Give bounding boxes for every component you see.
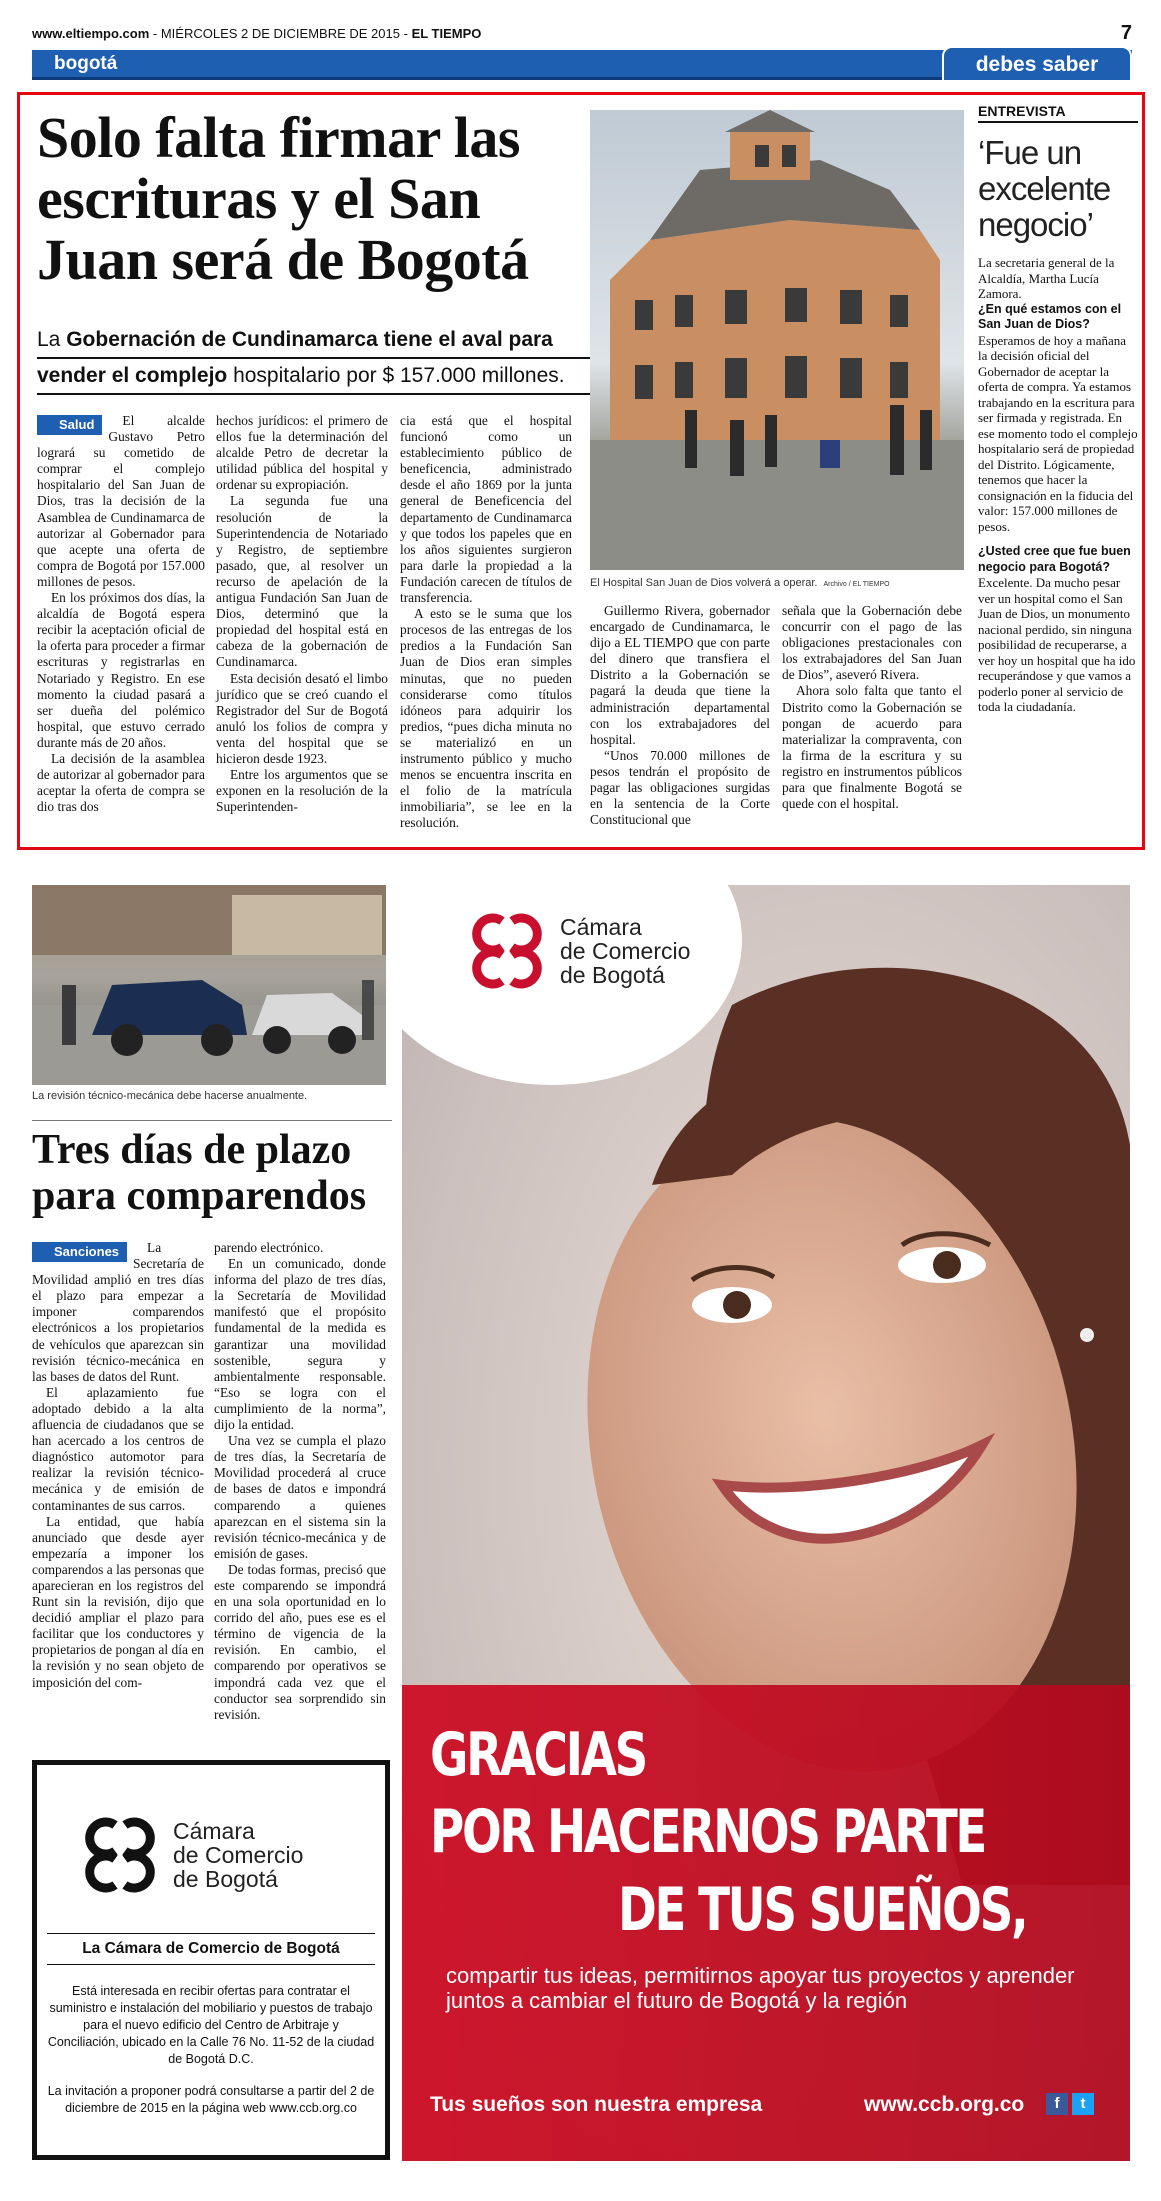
header-date: MIÉRCOLES 2 DE DICIEMBRE DE 2015	[160, 26, 400, 41]
interview-quote: ‘Fue un excelente negocio’	[978, 134, 1111, 243]
ccb-logo-text	[173, 1819, 303, 1891]
main-headline: Solo falta firmar las escrituras y el San Juan será de Bogotá	[37, 105, 529, 292]
ad-headline-3: DE TUS SUEÑOS,	[618, 1875, 1027, 1945]
second-headline: Tres días de plazo para comparendos	[32, 1120, 392, 1219]
interview-intro: La secretaria general de la Alcaldía, Martha Lucía Zamora.	[978, 255, 1115, 301]
ad-subtext: compartir tus ideas, permitirnos apoyar tus proyectos y aprender juntos a cambiar el futuro de Bogotá y la región	[446, 1963, 1075, 2013]
paragraph: En los próximos dos días, la alcaldía de Bogotá espera recibir la aceptación oficial de la oferta para proceder a firmar escrituras y registrarlas en Notariado y Registro. En ese momento la ciudad pasará a ser dueña del polémico hospital, que estuvo cerrado durante más de 20 años.	[37, 590, 205, 750]
second-col-1	[32, 1240, 204, 1691]
ad-url-link[interactable]: www.ccb.org.co	[864, 2093, 1025, 2116]
ccb-logo-icon	[77, 1817, 163, 1893]
section-tab: debes saber	[942, 46, 1132, 80]
ccb-notice-text-2: La invitación a proponer podrá consultarse a partir del 2 de diciembre de 2015 en la página web www.ccb.org.co	[47, 2084, 375, 2115]
ccb-notice-ad	[32, 1760, 390, 2160]
paragraph: De todas formas, precisó que este comparendo se impondrá en una sola oportunidad en lo corrido del año, pues ese es el término de vigencia de la revisión. En cambio, el comparendo por operativos se impondrá cada vez que el conductor sea sorprendido sin revisión.	[214, 1561, 386, 1722]
page-header	[32, 22, 1132, 46]
ccb-logo-icon	[464, 913, 550, 989]
ad-headline-2: POR HACERNOS PARTE	[430, 1797, 986, 1867]
facebook-icon[interactable]: f	[1046, 2093, 1068, 2115]
cars-photo	[32, 885, 386, 1085]
cars-illustration	[32, 885, 386, 1085]
section-name: bogotá	[54, 53, 118, 74]
deck-line-1	[37, 323, 597, 359]
salud-tag: Salud	[37, 415, 102, 435]
paragraph: A esto se le suma que los procesos de las entregas de los predios a la Fundación San Juan de Dios eran simples minutas, que no pueden considerarse como títulos idóneos para adquirir los predios, “pues dicha minuta no se materializó en un instrumento público y mucho menos se encuentra inscrita en el folio de la matrícula inmobiliaria”, se lee en la resolución.	[400, 606, 572, 831]
page-number: 7	[1120, 22, 1132, 44]
ccb-notice-text: Está interesada en recibir ofertas para contratar el suministro e instalación del mobiliario y puestos de trabajo para el nuevo edificio del Centro de Arbitraje y Conciliación, ubicado en la Calle 76 No. 11-52 de la ciudad de Bogotá D.C.	[47, 1984, 375, 2066]
paragraph: El aplazamiento fue adoptado debido a la alta afluencia de ciudadanos que se han acercado a los centros de diagnóstico automotor para realizar la revisión técnico-mecánica y de emisión de contaminantes de sus carros.	[32, 1384, 204, 1513]
ccb-logo-text	[560, 915, 690, 987]
hospital-photo-caption	[590, 577, 964, 589]
paragraph: La decisión de la asamblea de autorizar al gobernador para aceptar la oferta de compra se dio tras dos	[37, 750, 205, 815]
interview-kicker: ENTREVISTA	[978, 103, 1138, 123]
paragraph: hechos jurídicos: el primero de ellos fue la determinación del alcalde Petro de decretar la utilidad pública del hospital y ordenar su expropiación.	[216, 413, 388, 493]
hospital-illustration	[590, 110, 964, 570]
sanciones-tag: Sanciones	[32, 1242, 127, 1262]
paragraph	[32, 1240, 204, 1385]
ad-footer-slogan: Tus sueños son nuestra empresa	[430, 2093, 763, 2116]
interview-answer-1: Esperamos de hoy a mañana la decisión oficial del Gobernador de aceptar la oferta de compra. Ya estamos trabajando en la escritura para ser firmada y registrada. En ese momento todo el complejo hospitalario será de propiedad del Distrito. Lógicamente, tenemos que hacer la consignación en la fiducia del valor: 157.000 millones de pesos.	[978, 332, 1138, 534]
ad-headline-1: GRACIAS	[430, 1720, 646, 1790]
main-article	[17, 92, 1145, 850]
deck-line-2	[37, 359, 597, 395]
deck-bold: vender el complejo	[37, 364, 228, 387]
paragraph-text: La Secretaría de Movilidad amplió en tres días el plazo para empezar a imponer comparendos electrónicos a los propietarios de vehículos que aparezcan sin revisión técnico-mecánica en las bases de datos del Runt.	[32, 1240, 204, 1384]
ccb-gracias-ad	[402, 885, 1130, 2161]
interview-answer-2: Excelente. Da mucho pesar ver un hospital como el San Juan de Dios, un monumento nacional perdido, sin ninguna posibilidad de recuperarse, a ver hoy un hospital que ha ido recuperándose y que vamos a poderlo poner al servicio de toda la ciudadanía.	[978, 575, 1136, 714]
paragraph: parendo electrónico.	[214, 1240, 324, 1255]
section-bar	[32, 50, 1132, 80]
site-url[interactable]: www.eltiempo.com	[32, 26, 150, 41]
main-col-4	[590, 603, 770, 828]
paragraph: Ahora solo falta que tanto el Distrito como la Gobernación se pongan de acuerdo para materializar la compraventa, con la firma de la escritura y su registro en instrumentos públicos para que finalmente Bogotá se quede con el hospital.	[782, 683, 962, 812]
paragraph: La segunda fue una resolución de la Superintendencia de Notariado y Registro, de septiembre pasado, que, al resolver un recurso de apelación de la antigua Fundación San Juan de Dios, determinó que la propiedad del hospital está en cabeza de la gobernación de Cundinamarca.	[216, 493, 388, 670]
second-col-2	[214, 1240, 386, 1723]
ccb-logo	[464, 913, 690, 989]
header-separator: -	[403, 26, 412, 41]
paragraph: “Unos 70.000 millones de pesos tendrán el propósito de pagar las obligaciones surgidas en la sentencia de la Corte Constitucional que	[590, 747, 770, 828]
paragraph: La entidad, que había anunciado que desde ayer empezaría a imponer los comparendos a las personas que aparecieran en los registros del Runt sin la revisión, dijo que decidió ampliar el plazo para facilitar que los conductores y propietarios de pongan al día en la revisión y no sean objeto de imposición del com-	[32, 1513, 204, 1690]
main-deck	[37, 323, 597, 395]
paragraph: Esta decisión desató el limbo jurídico que se creó cuando el Registrador del Sur de Bogotá anuló los folios de compra y venta del hospital que se hicieron desde 1923.	[216, 670, 388, 766]
logo-line: de Comercio	[560, 938, 691, 964]
paragraph: En un comunicado, donde informa del plazo de tres días, la Secretaría de Movilidad manifestó que el propósito fundamental de la medida es garantizar una movilidad sostenible, segura y ambientalmente responsable. “Eso se logra con el cumplimiento de la norma”, dijo la entidad.	[214, 1256, 386, 1433]
deck-bold: Gobernación de Cundinamarca tiene el aval para	[66, 328, 553, 351]
main-col-1	[37, 413, 205, 815]
paragraph	[37, 413, 205, 590]
caption-text: El Hospital San Juan de Dios volverá a operar.	[590, 577, 818, 589]
main-col-5	[782, 603, 962, 812]
logo-line: Cámara	[173, 1818, 255, 1844]
paragraph-text: El alcalde Gustavo Petro logrará su cometido de comprar el complejo hospitalario del San Juan de Dios, tras la decisión de la Asamblea de Cundinamarca de autorizar al Gobernador para que acepte una oferta de compra de Bogotá por 157.000 millones de pesos.	[37, 413, 205, 589]
deck-text: La	[37, 328, 67, 351]
logo-line: Cámara	[560, 914, 642, 940]
interview-box	[978, 103, 1138, 715]
interview-question-2: ¿Usted cree que fue buen negocio para Bogotá?	[978, 544, 1131, 574]
main-col-3	[400, 413, 572, 831]
interview-question-1: ¿En qué estamos con el San Juan de Dios?	[978, 301, 1122, 331]
paragraph: Una vez se cumpla el plazo de tres días, la Secretaría de Movilidad procederá al cruce de bases de datos e impondrá comparendo a quienes aparezcan en el sistema sin la revisión técnico-mecánica y de emisión de gases.	[214, 1433, 386, 1561]
paragraph: señala que la Gobernación debe concurrir con el pago de las obligaciones prestacionales con los extrabajadores del San Juan de Dios”, aseveró Rivera.	[782, 603, 962, 683]
ccb-logo	[77, 1817, 303, 1893]
header-separator: -	[152, 26, 161, 41]
hospital-photo	[590, 110, 964, 570]
paragraph: Entre los argumentos que se exponen en la resolución de la Superintenden-	[216, 767, 388, 815]
logo-line: de Bogotá	[173, 1866, 278, 1892]
interview-body	[978, 255, 1138, 715]
logo-line: de Bogotá	[560, 962, 665, 988]
paragraph: cia está que el hospital funcionó como un establecimiento público de beneficencia, administrado desde el año 1869 por la junta general de Beneficencia del departamento de Cundinamarca y que todos los papeles que en los años siguientes surgieron para darle la propiedad a la Fundación carecen de títulos de transferencia.	[400, 413, 572, 606]
cars-photo-caption: La revisión técnico-mecánica debe hacerse anualmente.	[32, 1090, 308, 1102]
paragraph: Guillermo Rivera, gobernador encargado de Cundinamarca, le dijo a EL TIEMPO que con parte del dinero que transfiera el Distrito a la Gobernación se pagará la deuda que tiene la administración departamental con los extrabajadores del hospital.	[590, 603, 770, 747]
photo-credit: Archivo / EL TIEMPO	[823, 581, 890, 588]
deck-text: hospitalario por $ 157.000 millones.	[227, 364, 565, 387]
ccb-notice-title: La Cámara de Comercio de Bogotá	[47, 1933, 375, 1965]
twitter-icon[interactable]: t	[1072, 2093, 1094, 2115]
paper-name: EL TIEMPO	[411, 26, 482, 41]
main-col-2	[216, 413, 388, 815]
logo-line: de Comercio	[173, 1842, 304, 1868]
